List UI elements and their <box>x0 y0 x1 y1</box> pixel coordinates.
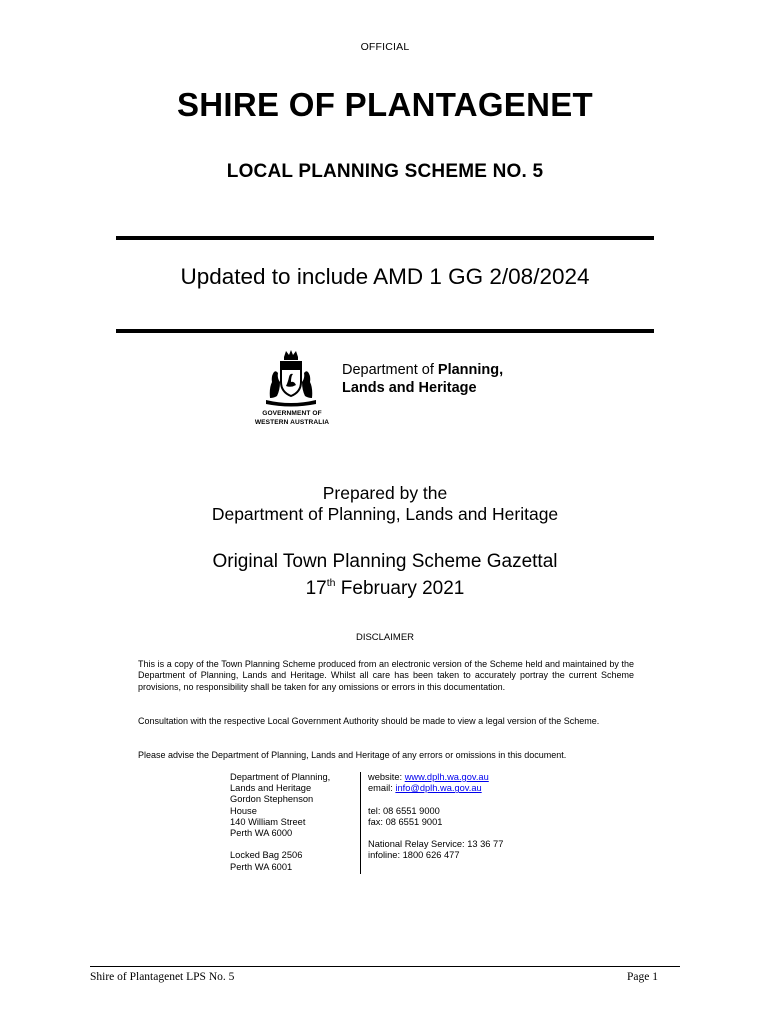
government-line-2: WESTERN AUSTRALIA <box>254 418 330 426</box>
email-label: email: <box>368 783 396 794</box>
amendment-note: Updated to include AMD 1 GG 2/08/2024 <box>180 264 590 289</box>
government-label <box>246 410 338 427</box>
disclaimer-paragraph-3: Please advise the Department of Planning, Lands and Heritage of any errors or omissions in this document. <box>138 750 567 760</box>
wordmark-prefix: Department of <box>342 362 438 378</box>
disclaimer-heading: DISCLAIMER <box>355 632 415 643</box>
address-line: Perth WA 6000 <box>230 828 293 839</box>
spacer <box>368 794 568 805</box>
department-wordmark <box>342 361 503 397</box>
original-gazettal <box>0 548 770 602</box>
disclaimer-paragraph-1: This is a copy of the Town Planning Scheme produced from an electronic version of the Scheme held and maintained by the Department of Planning, Lands and Heritage. Whilst all care has been taken to accurately portray the current Scheme provisions, no responsibility shall be taken for any omissions or errors in this documentation. <box>138 659 634 692</box>
document-title: SHIRE OF PLANTAGENET <box>176 86 594 123</box>
address-line: Lands and Heritage <box>230 783 312 794</box>
contact-address <box>230 772 352 873</box>
spacer <box>368 828 568 839</box>
infoline: infoline: 1800 626 477 <box>368 850 460 861</box>
contact-divider <box>360 772 361 874</box>
email-link[interactable]: info@dplh.wa.gov.au <box>395 783 482 794</box>
gazettal-day: 17 <box>305 578 327 599</box>
coat-of-arms-icon <box>260 348 322 410</box>
spacer <box>230 839 352 850</box>
contact-details <box>368 772 568 862</box>
scheme-title: LOCAL PLANNING SCHEME NO. 5 <box>226 161 544 182</box>
footer-document-name: Shire of Plantagenet LPS No. 5 <box>90 971 235 983</box>
prepared-by <box>0 483 770 525</box>
telephone: tel: 08 6551 9000 <box>368 805 440 816</box>
page-number: Page 1 <box>627 971 658 983</box>
gazettal-line: Original Town Planning Scheme Gazettal <box>212 551 558 572</box>
classification-label: OFFICIAL <box>360 41 410 53</box>
gazettal-day-suffix: th <box>326 576 336 589</box>
department-logo <box>246 348 546 432</box>
disclaimer-paragraph-2: Consultation with the respective Local Government Authority should be made to view a legal version of the Scheme. <box>138 716 600 726</box>
website-link[interactable]: www.dplh.wa.gov.au <box>404 772 489 782</box>
prepared-line-2: Department of Planning, Lands and Heritage <box>211 504 559 524</box>
postal-line: Locked Bag 2506 <box>230 850 303 861</box>
relay-service: National Relay Service: 13 36 77 <box>368 839 504 850</box>
address-line: Gordon Stephenson <box>230 794 314 805</box>
prepared-line-1: Prepared by the <box>322 483 448 503</box>
postal-line: Perth WA 6001 <box>230 861 293 872</box>
address-line: Department of Planning, <box>230 772 331 782</box>
government-line-1: GOVERNMENT OF <box>262 410 322 417</box>
top-divider <box>116 236 654 240</box>
bottom-divider <box>116 329 654 333</box>
wordmark-lands-heritage: Lands and Heritage <box>342 380 477 396</box>
wordmark-planning: Planning, <box>437 362 504 378</box>
fax: fax: 08 6551 9001 <box>368 816 443 827</box>
address-line: House <box>230 805 257 816</box>
address-line: 140 William Street <box>230 816 306 827</box>
footer-divider <box>90 966 680 967</box>
gazettal-month-year: February 2021 <box>335 578 465 599</box>
website-label: website: <box>368 772 405 782</box>
